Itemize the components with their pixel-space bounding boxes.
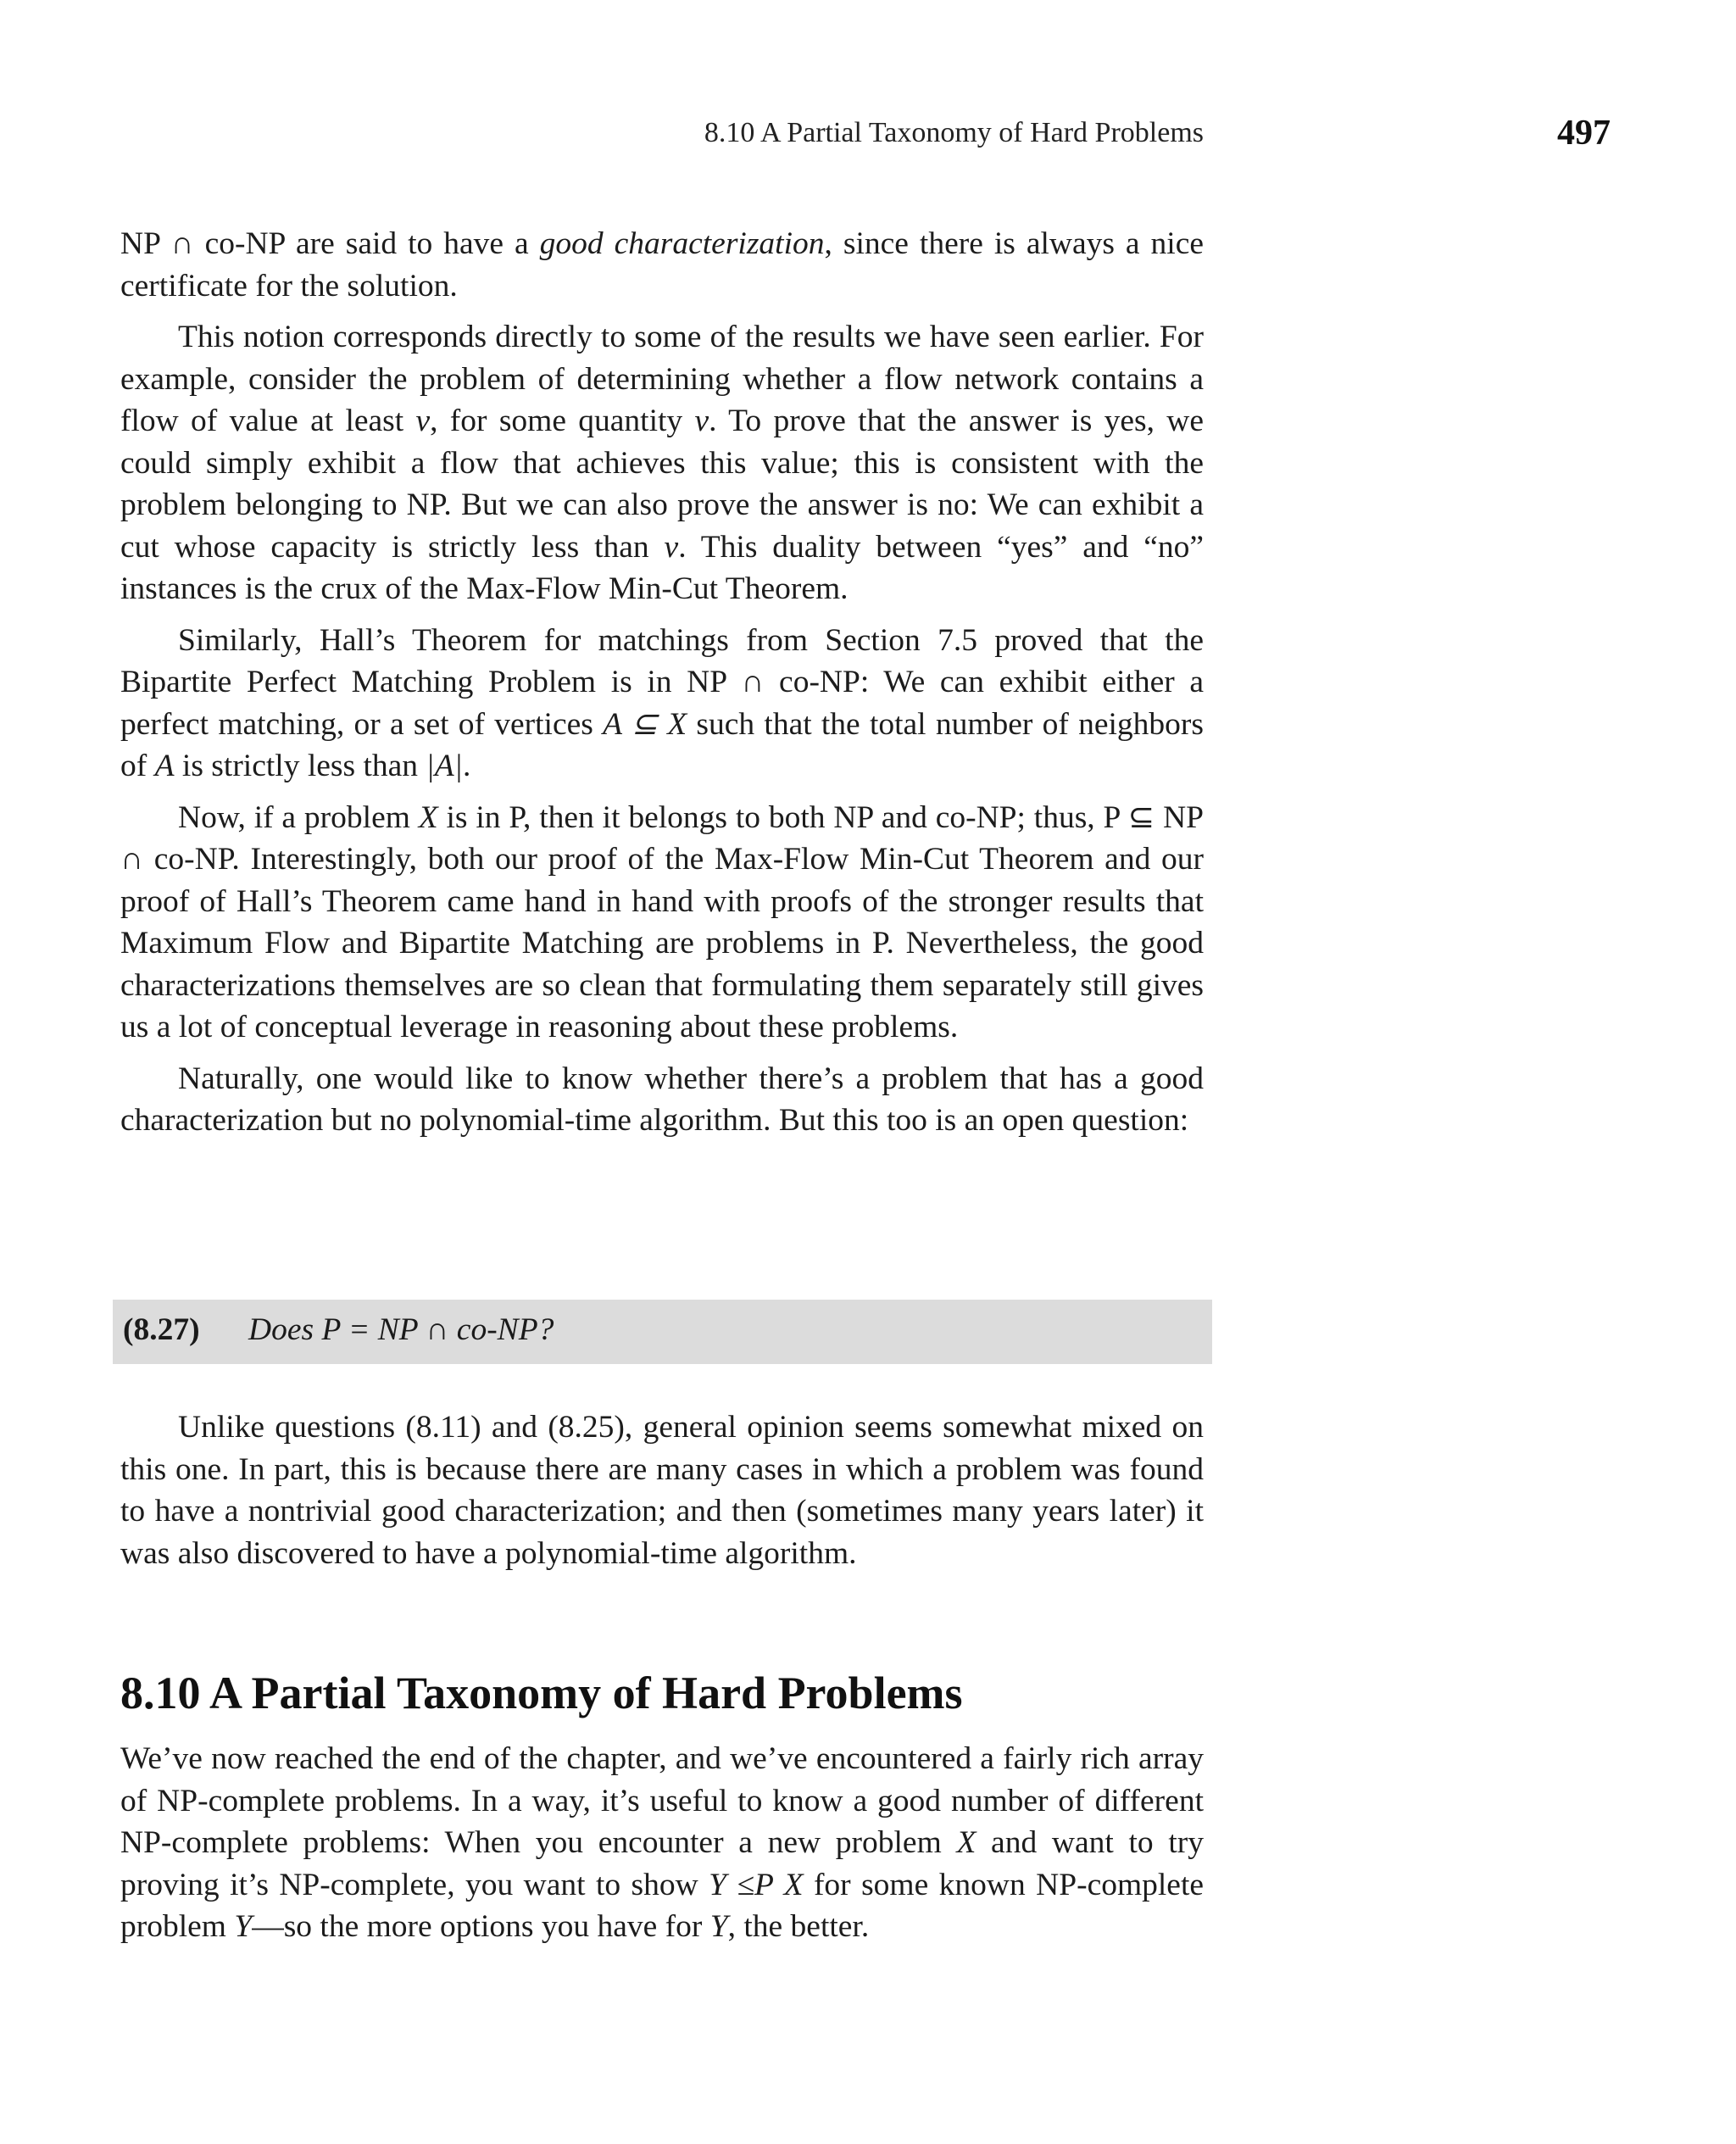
paragraph-taxonomy-intro: We’ve now reached the end of the chapter, and we’ve encountered a fairly rich array of NP-complete problems. In a way, it’s useful to know a good number of different NP-complete problems: When you encounter a new problem X and want to try proving it’s NP-complete, you want to show Y ≤P X for some known NP-complete problem Y—so the more options you have for Y, the better. — [120, 1741, 1205, 1944]
paragraph-halls-theorem: Similarly, Hall’s Theorem for matchings from Section 7.5 proved that the Bipartite Perfect Matching Problem is in NP ∩ co-NP: We can exhibit either a perfect matching, or a set of vertices A ⊆ X such that the total number of neighbors of A is strictly less than |A|. — [120, 622, 1205, 783]
paragraph-flow-example: This notion corresponds directly to some of the results we have seen earlier. For example, consider the problem of determining whether a flow network contains a flow of value at least v, for some quantity v. To prove that the answer is yes, we could simply exhibit a flow that achieves this value; this is consistent with the problem belonging to NP. But we can also prove the answer is no: We can exhibit a cut whose capacity is strictly less than v. This duality between “yes” and “no” instances is the crux of the Max-Flow Min-Cut Theorem. — [120, 320, 1204, 606]
math-var: v — [664, 529, 679, 565]
math-expr: A ⊆ X — [603, 706, 687, 742]
math-var: Y — [709, 1909, 728, 1944]
math-expr: Y ≤P X — [709, 1867, 804, 1902]
math-var: X — [956, 1825, 976, 1860]
body-text-bottom — [120, 1738, 1204, 1957]
paragraph-open-question: Naturally, one would like to know whether there’s a problem that has a good characterization but no polynomial-time algorithm. But this too is an open question: — [120, 1061, 1204, 1138]
math-var: v — [415, 404, 431, 438]
body-text-middle — [120, 1406, 1204, 1584]
statement-number: (8.27) — [123, 1312, 200, 1347]
math-var: X — [418, 799, 438, 835]
emphasis: good characterization — [539, 226, 825, 261]
paragraph-good-characterization: NP ∩ co-NP are said to have a good characterization, since there is always a nice certificate for the solution. — [120, 226, 1205, 304]
paragraph-mixed-opinion: Unlike questions (8.11) and (8.25), general opinion seems somewhat mixed on this one. In part, this is because there are many cases in which a problem was found to have a nontrivial good characterization; and then (sometimes many years later) it was also discovered to have a polynomial-time algorithm. — [120, 1410, 1204, 1571]
page-number: 497 — [1557, 114, 1611, 153]
math-var: Y — [234, 1909, 253, 1944]
paragraph-p-subset: Now, if a problem X is in P, then it belongs to both NP and co-NP; thus, P ⊆ NP ∩ co-NP. Interestingly, both our proof of the Max-Flow Min-Cut Theorem and our proof of Hall’s Theorem came hand in hand with proofs of the stronger results that Maximum Flow and Bipartite Matching are problems in P. Nevertheless, the good characterizations themselves are so clean that formulating them separately still gives us a lot of conceptual leverage in reasoning about these problems. — [120, 799, 1204, 1044]
math-var: v — [694, 404, 709, 438]
boxed-statement — [113, 1300, 1212, 1364]
math-expr: |A| — [426, 749, 463, 783]
math-var: A — [154, 749, 175, 783]
body-text-top — [120, 223, 1204, 1151]
statement-text: Does P = NP ∩ co-NP? — [248, 1312, 554, 1347]
running-head: 8.10 A Partial Taxonomy of Hard Problems — [704, 117, 1204, 148]
section-heading: 8.10 A Partial Taxonomy of Hard Problems — [120, 1668, 963, 1718]
